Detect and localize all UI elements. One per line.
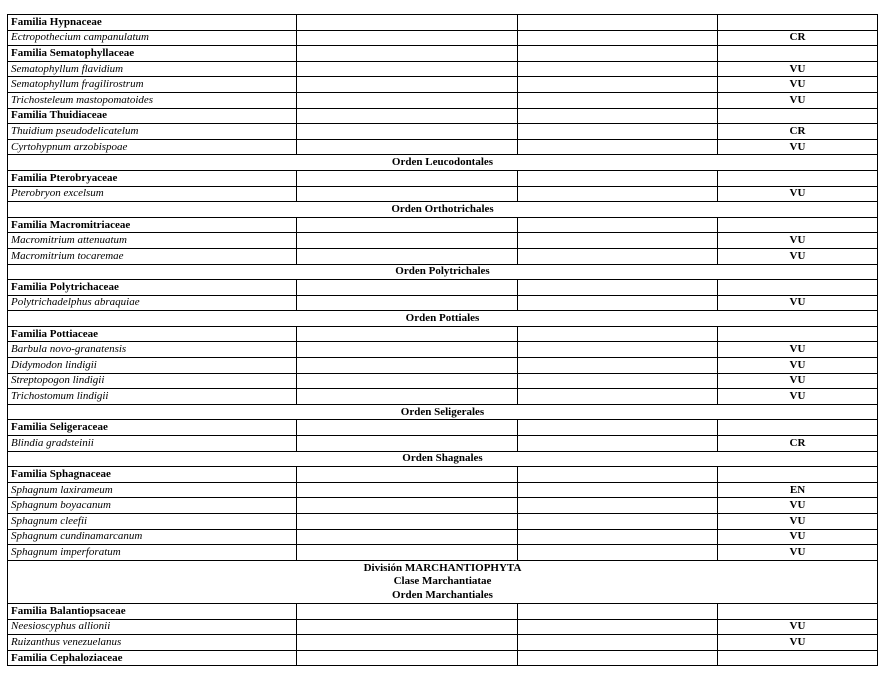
- section-header-line: División MARCHANTIOPHYTA: [363, 561, 522, 574]
- table-row: [8, 30, 878, 46]
- family-name: Familia Macromitriaceae: [8, 217, 297, 233]
- empty-cell: [518, 30, 718, 46]
- species-name: Trichostomum lindigii: [8, 389, 297, 405]
- empty-cell: [518, 46, 718, 62]
- section-header-line: Orden Orthotrichales: [391, 202, 494, 215]
- empty-cell: [518, 420, 718, 436]
- empty-cell: [297, 650, 518, 666]
- species-name: Streptopogon lindigii: [8, 373, 297, 389]
- empty-cell: [518, 389, 718, 405]
- empty-cell: [297, 436, 518, 452]
- status-cell: VU: [718, 529, 878, 545]
- empty-cell: [297, 389, 518, 405]
- empty-cell: [297, 545, 518, 561]
- species-name: Sphagnum imperforatum: [8, 545, 297, 561]
- empty-cell: [297, 514, 518, 530]
- table-row: [8, 15, 878, 31]
- family-name: Familia Sphagnaceae: [8, 467, 297, 483]
- section-header-line: Orden Shagnales: [402, 452, 483, 465]
- status-cell: CR: [718, 436, 878, 452]
- status-cell: VU: [718, 248, 878, 264]
- status-cell: [718, 217, 878, 233]
- table-row: [8, 46, 878, 62]
- table-row: [8, 389, 878, 405]
- species-name: Sphagnum laxirameum: [8, 482, 297, 498]
- section-header-line: Orden Marchantiales: [392, 588, 493, 601]
- table-row: [8, 529, 878, 545]
- status-cell: [718, 170, 878, 186]
- table-row: [8, 451, 878, 467]
- status-cell: VU: [718, 295, 878, 311]
- empty-cell: [297, 280, 518, 296]
- table-row: [8, 545, 878, 561]
- empty-cell: [518, 108, 718, 124]
- empty-cell: [518, 498, 718, 514]
- species-name: Blindia gradsteinii: [8, 436, 297, 452]
- table-row: [8, 217, 878, 233]
- status-cell: VU: [718, 514, 878, 530]
- empty-cell: [297, 233, 518, 249]
- species-name: Thuidium pseudodelicatelum: [8, 124, 297, 140]
- section-header-line: Orden Seligerales: [400, 405, 485, 418]
- empty-cell: [297, 124, 518, 140]
- status-cell: VU: [718, 342, 878, 358]
- family-name: Familia Sematophyllaceae: [8, 46, 297, 62]
- status-cell: [718, 108, 878, 124]
- empty-cell: [518, 15, 718, 31]
- status-cell: VU: [718, 233, 878, 249]
- table-row: [8, 514, 878, 530]
- empty-cell: [297, 248, 518, 264]
- species-name: Macromitrium attenuatum: [8, 233, 297, 249]
- empty-cell: [297, 529, 518, 545]
- family-name: Familia Hypnaceae: [8, 15, 297, 31]
- family-name: Familia Thuidiaceae: [8, 108, 297, 124]
- empty-cell: [297, 186, 518, 202]
- empty-cell: [297, 604, 518, 620]
- empty-cell: [297, 358, 518, 374]
- empty-cell: [518, 635, 718, 651]
- family-name: Familia Seligeraceae: [8, 420, 297, 436]
- section-header: [8, 202, 878, 218]
- section-header-line: Orden Pottiales: [405, 312, 480, 325]
- empty-cell: [518, 61, 718, 77]
- section-header-line: Orden Leucodontales: [391, 156, 494, 169]
- table-row: [8, 650, 878, 666]
- table-row: [8, 635, 878, 651]
- empty-cell: [297, 217, 518, 233]
- empty-cell: [518, 233, 718, 249]
- table-row: [8, 108, 878, 124]
- table-row: [8, 619, 878, 635]
- empty-cell: [297, 295, 518, 311]
- section-header: [8, 311, 878, 327]
- empty-cell: [518, 358, 718, 374]
- species-name: Didymodon lindigii: [8, 358, 297, 374]
- table-row: [8, 604, 878, 620]
- status-cell: VU: [718, 92, 878, 108]
- status-cell: CR: [718, 30, 878, 46]
- status-cell: VU: [718, 389, 878, 405]
- status-cell: [718, 280, 878, 296]
- table-row: [8, 61, 878, 77]
- table-row: [8, 155, 878, 171]
- table-row: [8, 186, 878, 202]
- status-cell: VU: [718, 619, 878, 635]
- table-row: [8, 498, 878, 514]
- empty-cell: [518, 342, 718, 358]
- empty-cell: [297, 420, 518, 436]
- empty-cell: [518, 92, 718, 108]
- empty-cell: [297, 170, 518, 186]
- empty-cell: [518, 280, 718, 296]
- empty-cell: [297, 635, 518, 651]
- species-name: Sematophyllum fragilirostrum: [8, 77, 297, 93]
- species-name: Sphagnum cleefii: [8, 514, 297, 530]
- table-row: [8, 233, 878, 249]
- family-name: Familia Polytrichaceae: [8, 280, 297, 296]
- empty-cell: [297, 498, 518, 514]
- empty-cell: [297, 139, 518, 155]
- empty-cell: [297, 342, 518, 358]
- empty-cell: [518, 326, 718, 342]
- empty-cell: [297, 482, 518, 498]
- table-row: [8, 404, 878, 420]
- family-name: Familia Pterobryaceae: [8, 170, 297, 186]
- status-cell: VU: [718, 358, 878, 374]
- status-cell: VU: [718, 545, 878, 561]
- status-cell: EN: [718, 482, 878, 498]
- empty-cell: [518, 619, 718, 635]
- table-row: [8, 311, 878, 327]
- status-cell: [718, 46, 878, 62]
- empty-cell: [518, 482, 718, 498]
- status-cell: [718, 326, 878, 342]
- species-name: Sematophyllum flavidium: [8, 61, 297, 77]
- empty-cell: [518, 467, 718, 483]
- empty-cell: [297, 326, 518, 342]
- section-header: [8, 560, 878, 603]
- table-row: [8, 280, 878, 296]
- table-row: [8, 139, 878, 155]
- status-cell: [718, 420, 878, 436]
- section-header: [8, 155, 878, 171]
- table-row: [8, 124, 878, 140]
- status-cell: VU: [718, 373, 878, 389]
- table-row: [8, 92, 878, 108]
- table-body: [8, 15, 878, 666]
- table-row: [8, 482, 878, 498]
- status-cell: VU: [718, 186, 878, 202]
- empty-cell: [518, 373, 718, 389]
- status-cell: VU: [718, 77, 878, 93]
- empty-cell: [297, 108, 518, 124]
- section-header-line: Orden Polytrichales: [395, 265, 490, 278]
- table-row: [8, 373, 878, 389]
- empty-cell: [518, 124, 718, 140]
- empty-cell: [297, 467, 518, 483]
- empty-cell: [297, 92, 518, 108]
- threatened-species-table: [7, 14, 878, 666]
- section-header: [8, 404, 878, 420]
- species-name: Neesioscyphus allionii: [8, 619, 297, 635]
- table-row: [8, 358, 878, 374]
- empty-cell: [297, 15, 518, 31]
- status-cell: [718, 650, 878, 666]
- empty-cell: [518, 186, 718, 202]
- empty-cell: [518, 650, 718, 666]
- status-cell: VU: [718, 61, 878, 77]
- empty-cell: [518, 248, 718, 264]
- empty-cell: [518, 217, 718, 233]
- section-header-line: Clase Marchantiatae: [393, 575, 492, 588]
- empty-cell: [518, 545, 718, 561]
- empty-cell: [518, 604, 718, 620]
- status-cell: VU: [718, 498, 878, 514]
- empty-cell: [518, 514, 718, 530]
- status-cell: CR: [718, 124, 878, 140]
- species-name: Barbula novo-granatensis: [8, 342, 297, 358]
- family-name: Familia Pottiaceae: [8, 326, 297, 342]
- empty-cell: [297, 61, 518, 77]
- status-cell: [718, 604, 878, 620]
- species-name: Pterobryon excelsum: [8, 186, 297, 202]
- section-header: [8, 264, 878, 280]
- empty-cell: [297, 46, 518, 62]
- family-name: Familia Cephaloziaceae: [8, 650, 297, 666]
- table-row: [8, 342, 878, 358]
- table-row: [8, 170, 878, 186]
- table-row: [8, 77, 878, 93]
- table-row: [8, 248, 878, 264]
- empty-cell: [518, 77, 718, 93]
- empty-cell: [297, 30, 518, 46]
- status-cell: VU: [718, 635, 878, 651]
- species-name: Macromitrium tocaremae: [8, 248, 297, 264]
- species-name: Sphagnum boyacanum: [8, 498, 297, 514]
- species-name: Polytrichadelphus abraquiae: [8, 295, 297, 311]
- table-row: [8, 420, 878, 436]
- table-row: [8, 264, 878, 280]
- table-row: [8, 467, 878, 483]
- species-name: Ruizanthus venezuelanus: [8, 635, 297, 651]
- table-row: [8, 202, 878, 218]
- status-cell: VU: [718, 139, 878, 155]
- section-header: [8, 451, 878, 467]
- species-name: Trichosteleum mastopomatoides: [8, 92, 297, 108]
- empty-cell: [297, 373, 518, 389]
- status-cell: [718, 467, 878, 483]
- species-name: Sphagnum cundinamarcanum: [8, 529, 297, 545]
- empty-cell: [297, 619, 518, 635]
- species-name: Cyrtohypnum arzobispoae: [8, 139, 297, 155]
- empty-cell: [518, 295, 718, 311]
- empty-cell: [518, 170, 718, 186]
- status-cell: [718, 15, 878, 31]
- table-row: [8, 560, 878, 603]
- table-row: [8, 436, 878, 452]
- empty-cell: [518, 436, 718, 452]
- empty-cell: [518, 529, 718, 545]
- empty-cell: [518, 139, 718, 155]
- table-row: [8, 326, 878, 342]
- empty-cell: [297, 77, 518, 93]
- family-name: Familia Balantiopsaceae: [8, 604, 297, 620]
- species-name: Ectropothecium campanulatum: [8, 30, 297, 46]
- table-row: [8, 295, 878, 311]
